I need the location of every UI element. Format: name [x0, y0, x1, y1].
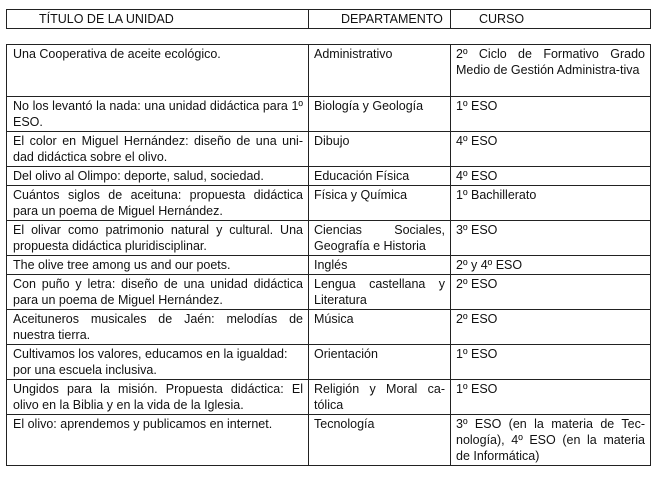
- department-cell: Administrativo: [309, 45, 451, 97]
- title-cell: Del olivo al Olimpo: deporte, salud, sociedad.: [7, 167, 309, 186]
- title-cell: Aceituneros musicales de Jaén: melodías de nuestra tierra.: [7, 310, 309, 345]
- units-table-body: [7, 45, 651, 466]
- department-cell: Ciencias Sociales, Geografía e Historia: [309, 221, 451, 256]
- table-row: [7, 415, 651, 466]
- department-cell: Música: [309, 310, 451, 345]
- table-row: [7, 310, 651, 345]
- title-cell: El olivar como patrimonio natural y cultural. Una propuesta didáctica pluridisciplinar.: [7, 221, 309, 256]
- department-cell: Lengua castellana y Literatura: [309, 275, 451, 310]
- title-cell: No los levantó la nada: una unidad didáctica para 1º ESO.: [7, 97, 309, 132]
- header-row: [7, 10, 651, 29]
- header-title-cell: TÍTULO DE LA UNIDAD: [7, 10, 309, 29]
- department-cell: Educación Física: [309, 167, 451, 186]
- table-row: [7, 132, 651, 167]
- course-cell: 1º ESO: [451, 345, 651, 380]
- table-row: [7, 275, 651, 310]
- department-cell: Religión y Moral ca-tólica: [309, 380, 451, 415]
- department-cell: Biología y Geología: [309, 97, 451, 132]
- title-cell: Con puño y letra: diseño de una unidad didáctica para un poema de Miguel Hernández.: [7, 275, 309, 310]
- table-row: [7, 256, 651, 275]
- table-row: [7, 380, 651, 415]
- course-cell: 4º ESO: [451, 167, 651, 186]
- course-cell: 3º ESO (en la materia de Tec-nología), 4º ESO (en la materia de Informática): [451, 415, 651, 466]
- title-cell: El olivo: aprendemos y publicamos en internet.: [7, 415, 309, 466]
- table-row: [7, 167, 651, 186]
- header-table: [6, 9, 651, 29]
- course-cell: 2º ESO: [451, 310, 651, 345]
- table-row: [7, 345, 651, 380]
- header-course-cell: CURSO: [451, 10, 651, 29]
- course-cell: 2º y 4º ESO: [451, 256, 651, 275]
- header-department-cell: DEPARTAMENTO: [309, 10, 451, 29]
- title-cell: Cultivamos los valores, educamos en la igualdad: por una escuela inclusiva.: [7, 345, 309, 380]
- course-cell: 1º ESO: [451, 380, 651, 415]
- department-cell: Física y Química: [309, 186, 451, 221]
- table-row: [7, 186, 651, 221]
- title-cell: El color en Miguel Hernández: diseño de una uni-dad didáctica sobre el olivo.: [7, 132, 309, 167]
- table-row: [7, 45, 651, 97]
- title-cell: The olive tree among us and our poets.: [7, 256, 309, 275]
- department-cell: Orientación: [309, 345, 451, 380]
- title-cell: Ungidos para la misión. Propuesta didáctica: El olivo en la Biblia y en la vida de la Iglesia.: [7, 380, 309, 415]
- title-cell: Cuántos siglos de aceituna: propuesta didáctica para un poema de Miguel Hernández.: [7, 186, 309, 221]
- table-row: [7, 221, 651, 256]
- course-cell: 3º ESO: [451, 221, 651, 256]
- course-cell: 4º ESO: [451, 132, 651, 167]
- course-cell: 1º ESO: [451, 97, 651, 132]
- course-cell: 1º Bachillerato: [451, 186, 651, 221]
- table-row: [7, 97, 651, 132]
- department-cell: Dibujo: [309, 132, 451, 167]
- units-table: [6, 44, 651, 466]
- department-cell: Tecnología: [309, 415, 451, 466]
- department-cell: Inglés: [309, 256, 451, 275]
- course-cell: 2º Ciclo de Formativo Grado Medio de Gestión Administra-tiva: [451, 45, 651, 97]
- course-cell: 2º ESO: [451, 275, 651, 310]
- title-cell: Una Cooperativa de aceite ecológico.: [7, 45, 309, 97]
